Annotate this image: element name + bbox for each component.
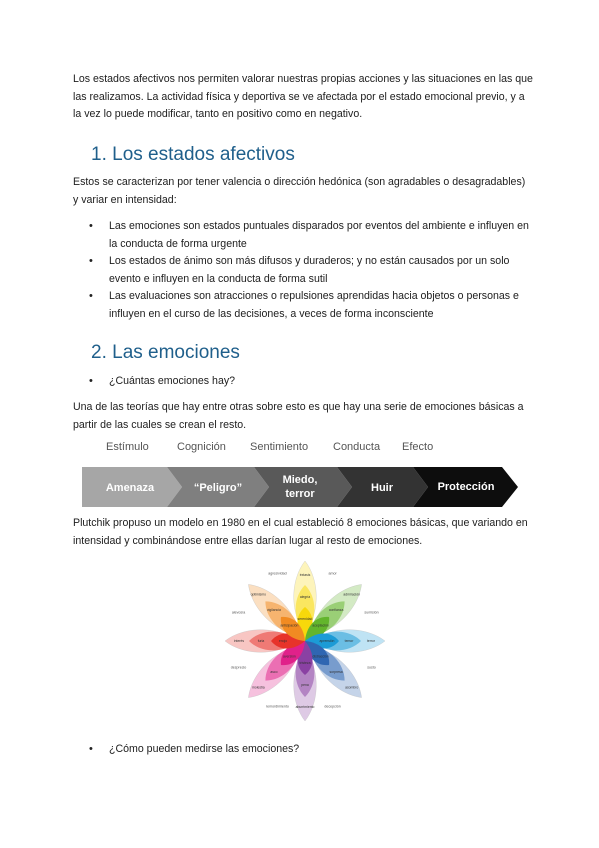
wheel-label: terror bbox=[366, 639, 376, 643]
wheel-label: asombro bbox=[345, 685, 359, 690]
list-item: • ¿Cuántas emociones hay? bbox=[89, 373, 529, 391]
section2-paragraph: Una de las teorías que hay entre otras sobre esto es que hay una serie de emociones básicas a partir de las cuales se crean el resto. bbox=[73, 401, 524, 431]
question-list-2 bbox=[89, 741, 529, 759]
wheel-label: distracción bbox=[312, 654, 329, 659]
wheel-outer-label: alevosía bbox=[231, 610, 246, 615]
wheel-label: sorpresa bbox=[329, 670, 343, 675]
list-item: • ¿Cómo pueden medirse las emociones? bbox=[89, 741, 529, 759]
wheel-label: furia bbox=[257, 639, 265, 643]
wheel-label: serenidad bbox=[297, 617, 313, 621]
chain-header: Sentimiento bbox=[250, 441, 309, 453]
wheel-label: aceptación bbox=[312, 623, 329, 628]
list-item: • Las emociones son estados puntuales disparados por eventos del ambiente e influyen en la conducta de forma urgente bbox=[89, 218, 529, 253]
chain-header: Estímulo bbox=[106, 441, 149, 453]
emotion-chain-diagram bbox=[82, 465, 522, 509]
section-heading-estados-afectivos: 1. Los estados afectivos bbox=[91, 144, 295, 165]
list-item: • Los estados de ánimo son más difusos y duraderos; y no están causados por un solo evento e influyen en la conducta de forma sutil bbox=[89, 253, 529, 288]
wheel-label: vigilancia bbox=[266, 607, 281, 612]
wheel-label: tristeza bbox=[299, 661, 311, 665]
wheel-label: aprensión bbox=[319, 639, 335, 643]
chain-header: Efecto bbox=[402, 441, 434, 453]
wheel-outer-label: desprecio bbox=[230, 665, 247, 670]
chain-step-label: Miedo, bbox=[282, 474, 318, 486]
chain-header: Conducta bbox=[333, 441, 381, 453]
wheel-label: éxtasis bbox=[299, 573, 311, 577]
wheel-outer-label: susto bbox=[367, 665, 376, 670]
chain-header: Cognición bbox=[177, 441, 226, 453]
wheel-label: pena bbox=[301, 683, 309, 687]
chain-step-label: Huir bbox=[371, 482, 393, 494]
intro-paragraph: Los estados afectivos nos permiten valorar nuestras propias acciones y las situaciones en las que las realizamos. La actividad física y deportiva se ve afectada por el estado emocional previo, y a la vez lo puede modificar, tanto en positivo como en negativo. bbox=[73, 73, 533, 120]
wheel-outer-label: decepción bbox=[324, 704, 341, 709]
emotion-chain-headers bbox=[82, 441, 522, 457]
wheel-label: anticipación bbox=[280, 623, 299, 628]
wheel-outer-label: remordimiento bbox=[265, 704, 289, 709]
wheel-label: temor bbox=[344, 639, 354, 643]
section-heading-emociones: 2. Las emociones bbox=[91, 342, 240, 363]
wheel-label: optimismo bbox=[250, 592, 267, 597]
wheel-label: enojo bbox=[278, 639, 288, 643]
wheel-label: asco bbox=[270, 670, 278, 675]
wheel-label: molestia bbox=[251, 685, 265, 690]
chain-step-label: “Peligro” bbox=[193, 482, 243, 494]
chain-step-label: Amenaza bbox=[105, 482, 155, 494]
affective-states-list bbox=[89, 218, 529, 323]
wheel-outer-label: sumisión bbox=[364, 610, 379, 615]
wheel-outer-label: agresividad bbox=[268, 571, 287, 576]
plutchik-wheel-diagram bbox=[215, 556, 395, 726]
wheel-label: alegría bbox=[299, 595, 311, 599]
list-item: • Las evaluaciones son atracciones o repulsiones aprendidas hacia objetos o personas e influyen en el curso de las decisiones, a veces de forma inconsciente bbox=[89, 288, 529, 323]
wheel-outer-label: amor bbox=[328, 571, 337, 576]
wheel-label: confianza bbox=[328, 607, 344, 612]
section1-paragraph: Estos se caracterizan por tener valencia o dirección hedónica (son agradables o desagradables) y variar en intensidad: bbox=[73, 176, 526, 206]
chain-step-label: Protección bbox=[437, 481, 495, 493]
plutchik-paragraph: Plutchik propuso un modelo en 1980 en el cual estableció 8 emociones básicas, que variando en intensidad y combinándose entre ellas darían lugar al resto de emociones. bbox=[73, 517, 528, 547]
wheel-label: admiración bbox=[343, 592, 360, 597]
question-list-1 bbox=[89, 373, 529, 391]
wheel-label: aburrimiento bbox=[295, 705, 315, 709]
wheel-label: interés bbox=[233, 639, 245, 643]
chain-step-label: terror bbox=[285, 488, 315, 500]
wheel-label: aversión bbox=[282, 654, 296, 659]
